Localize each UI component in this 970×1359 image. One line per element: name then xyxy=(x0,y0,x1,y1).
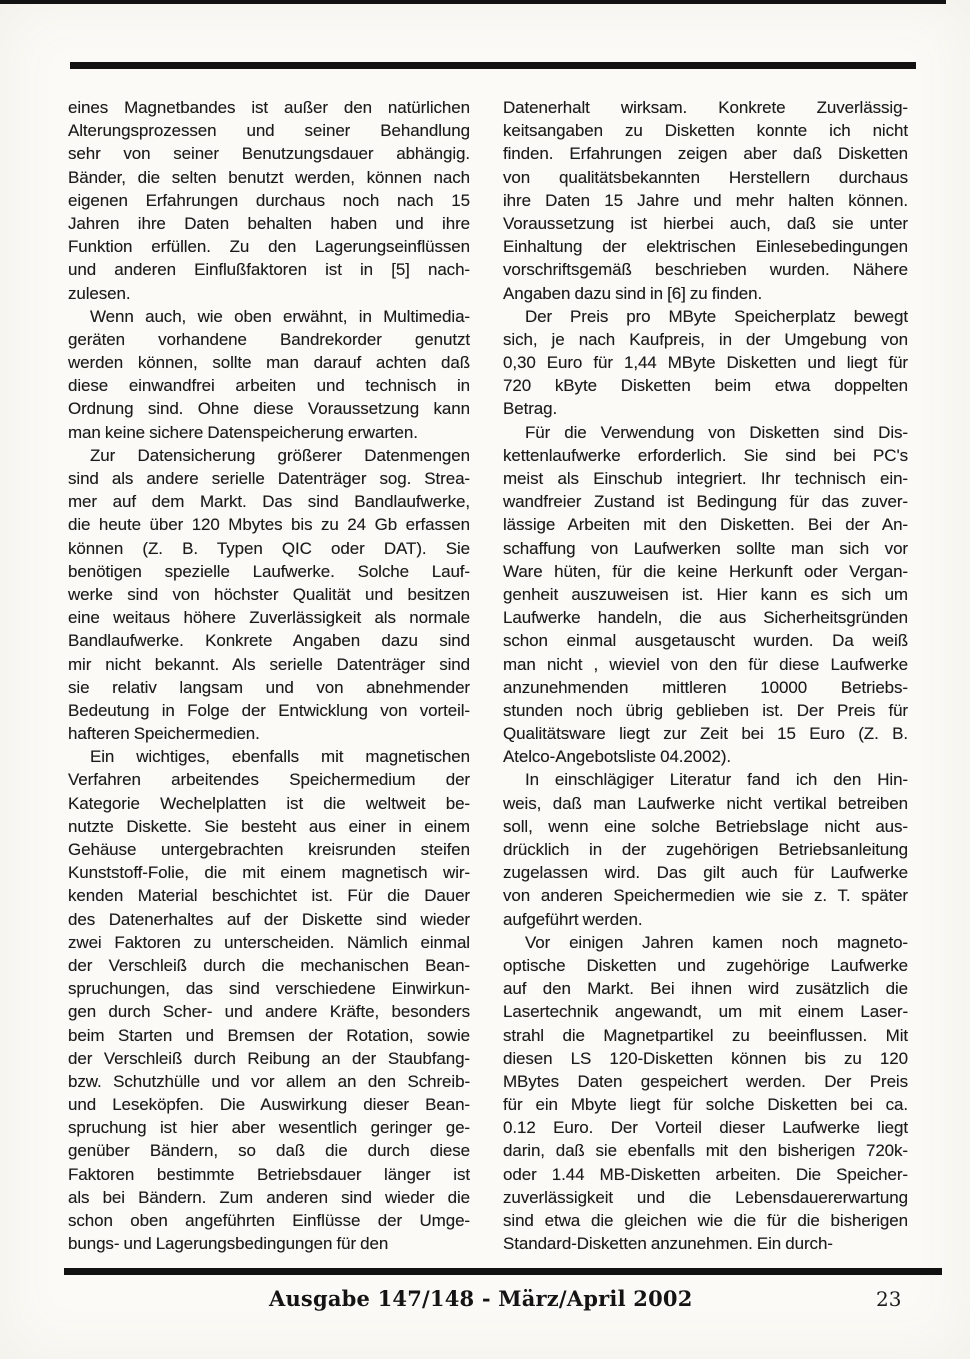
text-line: Wenn auch, wie oben erwähnt, in Multimedia- xyxy=(90,306,470,326)
text-line: 0,30 Euro für 1,44 MByte Disketten und liegt für xyxy=(503,353,908,373)
text-line: und anderen Einflußfaktoren ist in [5] nach- xyxy=(68,260,470,280)
header-rule xyxy=(70,62,916,69)
text-line: eine weitaus höhere Zuverlässigkeit als normale xyxy=(68,608,470,628)
text-line: anzunehmenden mittleren 10000 Betriebs- xyxy=(503,677,908,697)
text-line: von qualitätsbekannten Herstellern durchaus xyxy=(503,167,908,187)
text-line: weis, daß man Laufwerke nicht vertikal betreiben xyxy=(503,793,908,813)
text-line: werke sind von höchster Qualität und besitzen xyxy=(68,584,470,604)
text-line: der Verschleiß durch Reibung an der Staubfang- xyxy=(68,1048,470,1068)
text-line: MBytes Daten gespeichert werden. Der Preis xyxy=(503,1071,908,1091)
text-line: strahl die Magnetpartikel zu beeinflussen. Mit xyxy=(503,1025,908,1045)
footer-issue-label: Ausgabe 147/148 - März/April 2002 xyxy=(268,1286,693,1311)
text-line: genheit auszuweisen ist. Hier kann es sich um xyxy=(503,584,908,604)
text-line: von anderen Speichermedien wie sie z. T. später xyxy=(503,886,908,906)
text-line: spruchungen, das sind verschiedene Einwirkun- xyxy=(68,979,470,999)
text-line: geräten vorhandene Bandrekorder genutzt xyxy=(68,329,470,349)
text-line: Alterungsprozessen und seiner Behandlung xyxy=(68,121,470,141)
footer-rule xyxy=(64,1268,942,1275)
text-line: man nicht , wieviel von den für diese Laufwerke xyxy=(503,654,908,674)
text-line: optische Disketten und zugehörige Laufwerke xyxy=(503,955,908,975)
page-top-scan-line xyxy=(0,0,946,4)
text-line: mer auf dem Markt. Das sind Bandlaufwerke, xyxy=(68,492,470,512)
text-line: stunden noch übrig geblieben ist. Der Preis für xyxy=(503,700,908,720)
text-line: Ein wichtiges, ebenfalls mit magnetischen xyxy=(90,747,470,767)
text-line: In einschlägiger Literatur fand ich den Hin- xyxy=(525,770,908,790)
text-line: zuverlässigkeit und die Lebensdauererwartung xyxy=(503,1187,908,1207)
text-line: Gehäuse untergebrachten kreisrunden steifen xyxy=(68,840,470,859)
text-line: Verfahren arbeitendes Speichermedium der xyxy=(68,770,470,790)
text-line: soll, wenn eine solche Betriebslage nicht aus- xyxy=(503,816,908,836)
text-line: Lasertechnik angewandt, um mit einem Laser- xyxy=(503,1002,908,1022)
text-column-right xyxy=(503,96,908,1255)
text-line: sie relativ langsam und von abnehmender xyxy=(68,677,470,697)
text-line: Für die Verwendung von Disketten sind Dis- xyxy=(525,422,908,442)
text-line: sind etwa die gleichen wie die für die bisherigen xyxy=(503,1211,908,1230)
text-line: Jahren ihre Daten behalten haben und ihre xyxy=(68,213,470,233)
text-line: Vor einigen Jahren kamen noch magneto- xyxy=(525,932,908,952)
paragraph xyxy=(68,745,470,1255)
text-line: Qualitätsware liegt zur Zeit bei 15 Euro (Z. B. xyxy=(503,724,908,744)
text-line: Laufwerke handeln, die aus Sicherheitsgründen xyxy=(503,608,908,628)
text-line: Ware hüten, für die keine Herkunft oder Vergan- xyxy=(503,561,908,581)
text-line: benötigen spezielle Laufwerke. Solche Lauf- xyxy=(68,561,470,581)
text-line: kenden Material beschichtet ist. Für die Dauer xyxy=(68,886,470,906)
text-line: wandfreier Zustand ist Bedingung für das zuver- xyxy=(503,492,908,512)
text-line: Bänder, die selten benutzt werden, können nach xyxy=(68,167,470,187)
text-line: für ein Mbyte liegt für solche Disketten bei ca. xyxy=(503,1095,908,1115)
text-line: Bedeutung in Folge der Entwicklung von vorteil- xyxy=(68,700,470,720)
text-line: meist als Einschub integriert. Ihr technisch ein- xyxy=(503,469,908,488)
text-line: können (Z. B. Typen QIC oder DAT). Sie xyxy=(68,538,470,558)
text-line: und Leseköpfen. Die Auswirkung dieser Bean- xyxy=(68,1095,470,1115)
text-line: nutzte Diskette. Sie besteht aus einer in einem xyxy=(68,816,470,836)
text-line: sind als andere serielle Datenträger sog. Strea- xyxy=(68,469,470,488)
footer-page-number: 23 xyxy=(876,1287,902,1311)
text-line: lässige Arbeiten mit den Disketten. Bei der An- xyxy=(503,515,908,535)
text-line: genüber Bändern, so daß die durch diese xyxy=(68,1141,470,1161)
text-line: Datenerhalt wirksam. Konkrete Zuverlässig- xyxy=(503,98,908,117)
text-line: Bandlaufwerke. Konkrete Angaben dazu sind xyxy=(68,631,470,651)
text-line: schon einmal ausgetauscht wurden. Da weiß xyxy=(503,631,908,651)
text-line: Zur Datensicherung größerer Datenmengen xyxy=(90,445,470,465)
paragraph xyxy=(68,305,470,444)
text-line: des Datenerhaltes auf der Diskette sind wieder xyxy=(68,909,470,929)
text-line: ihre Daten 15 Jahre und mehr halten können. xyxy=(503,190,908,210)
text-line: bzw. Schutzhülle und vor allem an den Schreib- xyxy=(68,1071,470,1091)
text-line: 0.12 Euro. Der Vorteil dieser Laufwerke liegt xyxy=(503,1118,908,1138)
text-line: auf den Markt. Bei ihnen wird zusätzlich die xyxy=(503,979,908,999)
text-line: sehr von seiner Benutzungsdauer abhängig. xyxy=(68,144,470,164)
text-line: gen durch Scher- und andere Kräfte, besonders xyxy=(68,1002,470,1022)
text-line: diese einwandfrei arbeiten und technisch in xyxy=(68,376,470,396)
text-line: man keine sichere Datenspeicherung erwarten. xyxy=(68,422,418,442)
text-line: die heute über 120 Mbytes bis zu 24 Gb erfassen xyxy=(68,515,470,535)
text-line: Ordnung sind. Ohne diese Voraussetzung kann xyxy=(68,399,470,419)
text-line: hafteren Speichermedien. xyxy=(68,724,260,744)
text-line: Funktion erfüllen. Zu den Lagerungseinflüssen xyxy=(68,237,470,257)
text-line: Voraussetzung ist hierbei auch, daß sie unter xyxy=(503,213,908,233)
text-line: spruchung ist hier aber wesentlich geringer ge- xyxy=(68,1118,470,1138)
text-line: schon oben angeführten Einflüsse der Umge- xyxy=(68,1211,470,1230)
paragraph xyxy=(503,421,908,769)
text-line: sich, je nach Kaufpreis, in der Umgebung von xyxy=(503,329,908,349)
text-line: beim Starten und Bremsen der Rotation, sowie xyxy=(68,1025,470,1045)
text-line: Kategorie Wechelplatten ist die weltweit be- xyxy=(68,793,470,813)
text-line: eigenen Erfahrungen durchaus noch nach 15 xyxy=(68,190,470,210)
text-line: als bei Bändern. Zum anderen sind wieder die xyxy=(68,1187,470,1207)
text-line: eines Magnetbandes ist außer den natürlichen xyxy=(68,98,470,117)
text-line: Der Preis pro MByte Speicherplatz bewegt xyxy=(525,306,908,326)
text-line: aufgeführt werden. xyxy=(503,909,643,929)
text-line: zulesen. xyxy=(68,283,131,303)
text-line: Kunststoff-Folie, die mit einem magnetisch wir- xyxy=(68,863,470,883)
paragraph xyxy=(68,444,470,745)
text-line: Standard-Disketten anzunehmen. Ein durch- xyxy=(503,1234,833,1254)
page-footer xyxy=(0,1286,970,1326)
text-line: Angaben dazu sind in [6] zu finden. xyxy=(503,283,763,303)
paragraph xyxy=(503,931,908,1256)
article-body xyxy=(68,96,908,1255)
text-line: werden können, sollte man darauf achten daß xyxy=(68,353,470,373)
text-line: mir nicht bekannt. Als serielle Datenträger sind xyxy=(68,654,470,674)
text-line: schaffung von Laufwerken sollte man sich vor xyxy=(503,538,908,558)
paragraph xyxy=(503,305,908,421)
text-line: drücklich in der zugehörigen Betriebsanleitung xyxy=(503,840,908,859)
text-column-left xyxy=(68,96,470,1255)
text-line: darin, daß sie ebenfalls mit den bisherigen 720k- xyxy=(503,1141,908,1161)
paragraph xyxy=(68,96,470,305)
paragraph xyxy=(503,96,908,305)
paragraph xyxy=(503,768,908,930)
text-line: bungs- und Lagerungsbedingungen für den xyxy=(68,1234,389,1254)
text-line: Atelco-Angebotsliste 04.2002). xyxy=(503,747,732,767)
text-line: diesen LS 120-Disketten können bis zu 120 xyxy=(503,1048,908,1068)
text-line: vorschriftsgemäß beschrieben wurden. Nähere xyxy=(503,260,908,280)
text-line: zwei Faktoren zu unterscheiden. Nämlich einmal xyxy=(68,932,470,952)
text-line: keitsangaben zu Disketten konnte ich nicht xyxy=(503,121,908,141)
text-line: oder 1.44 MB-Disketten arbeiten. Die Speicher- xyxy=(503,1164,908,1184)
text-line: 720 kByte Disketten beim etwa doppelten xyxy=(503,376,908,396)
text-line: Einhaltung der elektrischen Einlesebedingungen xyxy=(503,237,908,257)
text-line: der Verschleiß durch die mechanischen Bean- xyxy=(68,955,470,975)
text-line: zugelassen wird. Das gilt auch für Laufwerke xyxy=(503,863,908,883)
text-line: finden. Erfahrungen zeigen aber daß Disketten xyxy=(503,144,908,164)
text-line: Faktoren bestimmte Betriebsdauer länger ist xyxy=(68,1164,470,1184)
text-line: kettenlaufwerke erforderlich. Sie sind bei PC's xyxy=(503,445,908,465)
text-line: Betrag. xyxy=(503,399,558,419)
